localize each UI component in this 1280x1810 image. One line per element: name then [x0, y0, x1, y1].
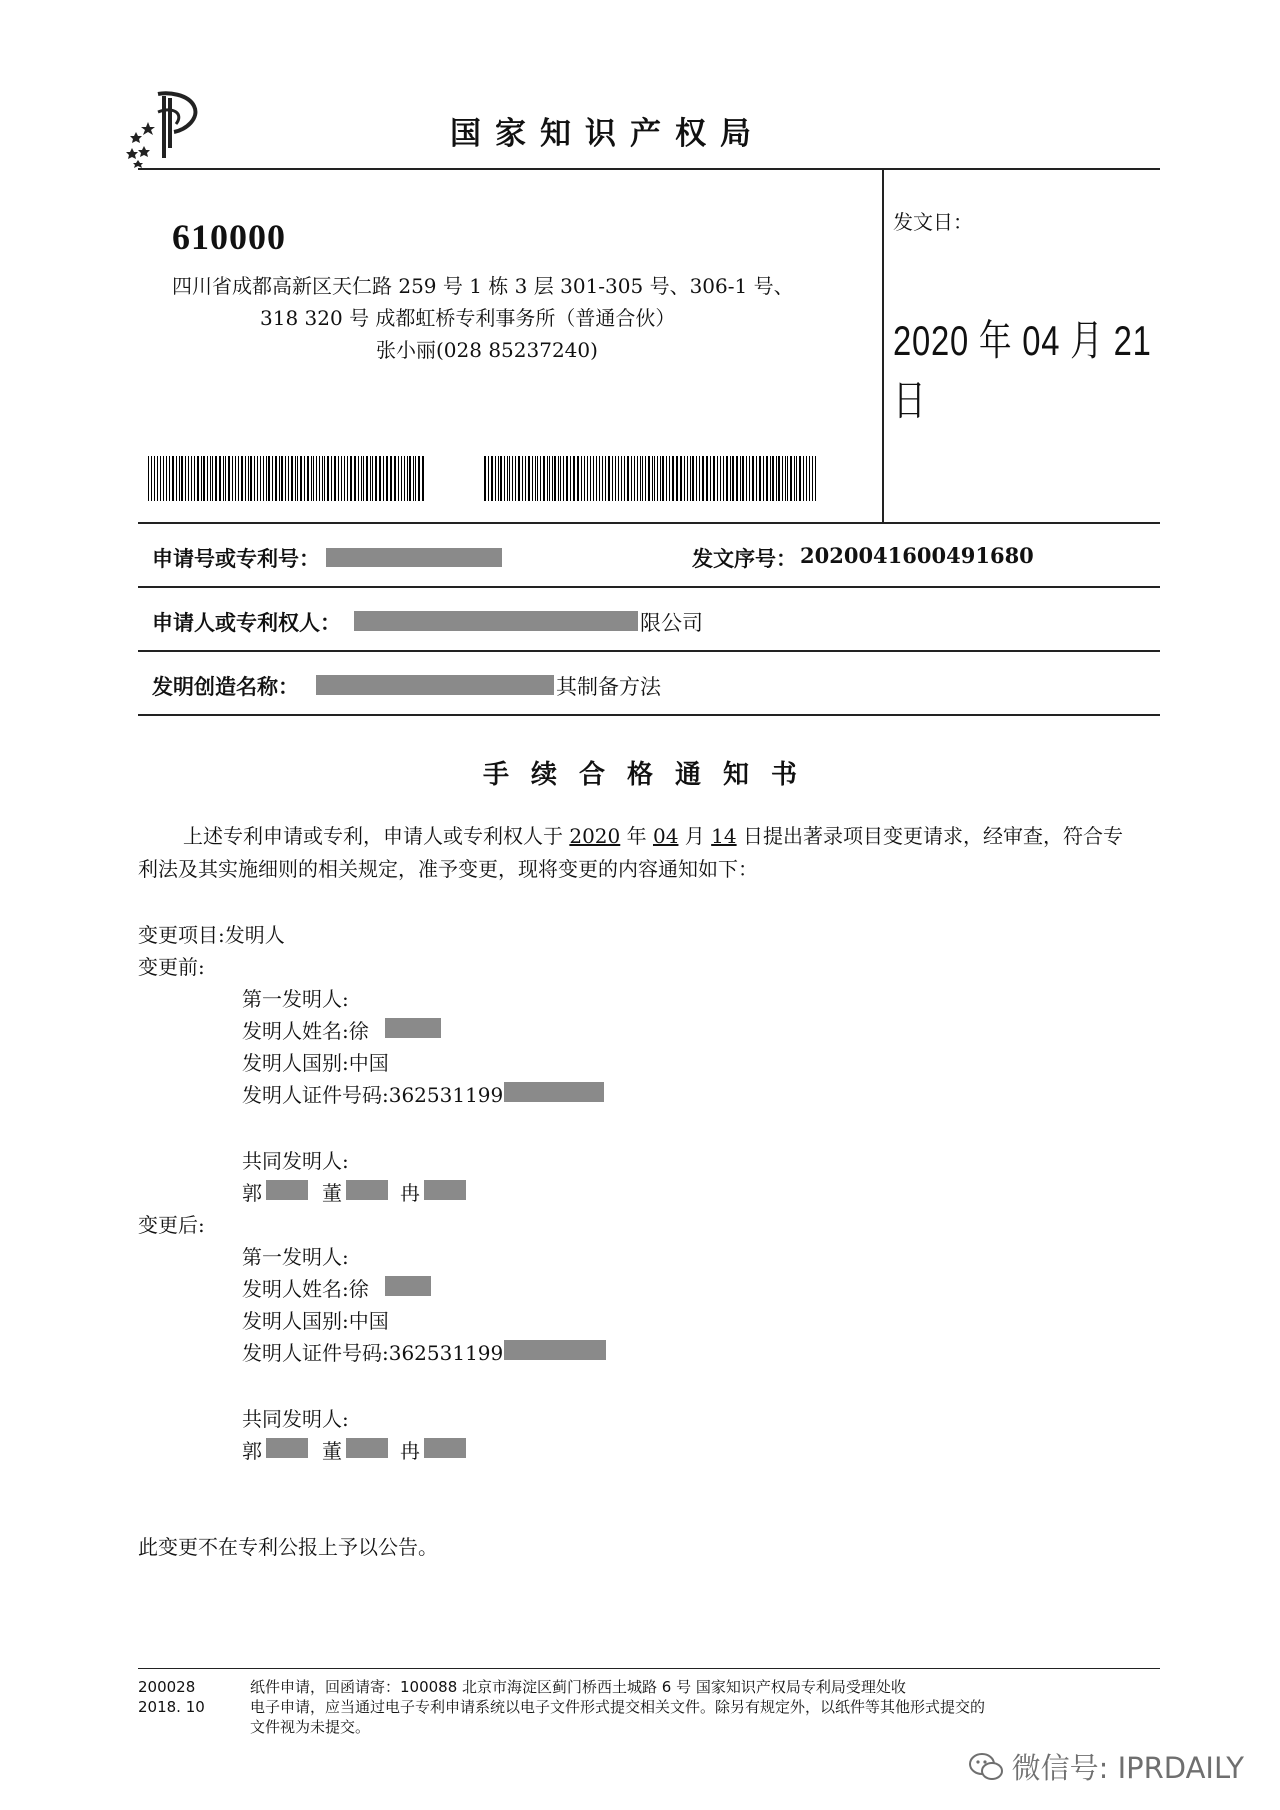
- redaction-block: [424, 1180, 466, 1200]
- divider: [138, 168, 1160, 170]
- redaction-block: [504, 1340, 606, 1360]
- co-inventors-label: 共同发明人:: [242, 1149, 349, 1173]
- divider: [138, 522, 1160, 524]
- postcode: 610000: [172, 217, 286, 257]
- redaction-block: [266, 1180, 308, 1200]
- address-line: 318 320 号 成都虹桥专利事务所（普通合伙）: [260, 306, 676, 330]
- redaction-block: [326, 548, 502, 567]
- send-date-label: 发文日：: [893, 210, 973, 234]
- divider: [138, 714, 1160, 716]
- redaction-block: [316, 675, 554, 695]
- inventor-country: 发明人国别:中国: [242, 1309, 389, 1333]
- notice-paragraph: 利法及其实施细则的相关规定，准予变更，现将变更的内容通知如下：: [138, 857, 758, 881]
- serial-number: 2020041600491680: [800, 543, 1034, 568]
- inventor-id: 发明人证件号码:362531199: [242, 1083, 504, 1107]
- first-inventor-label: 第一发明人:: [242, 987, 349, 1011]
- co-inventor: 冉: [400, 1439, 420, 1463]
- footer-note: 文件视为未提交。: [250, 1718, 371, 1736]
- watermark-text: 微信号: IPRDAILY: [1011, 1751, 1244, 1785]
- footer-note: 纸件申请，回函请寄：100088 北京市海淀区蓟门桥西土城路 6 号 国家知识产权局专利局受理处收: [250, 1678, 906, 1696]
- redaction-block: [385, 1276, 431, 1296]
- barcode-right: [484, 456, 818, 501]
- redaction-block: [354, 611, 638, 631]
- invention-title-suffix: 其制备方法: [556, 675, 661, 699]
- applicant-suffix: 限公司: [640, 611, 703, 635]
- form-version: 2018. 10: [138, 1698, 205, 1716]
- divider: [138, 586, 1160, 588]
- divider: [882, 168, 884, 522]
- inventor-country: 发明人国别:中国: [242, 1051, 389, 1075]
- redaction-block: [504, 1082, 604, 1102]
- co-inventors-label: 共同发明人:: [242, 1407, 349, 1431]
- form-code: 200028: [138, 1678, 196, 1696]
- redaction-block: [346, 1180, 388, 1200]
- first-inventor-label: 第一发明人:: [242, 1245, 349, 1269]
- inventor-name: 发明人姓名:徐: [242, 1277, 369, 1301]
- inventor-name: 发明人姓名:徐: [242, 1019, 369, 1043]
- redaction-block: [385, 1018, 441, 1038]
- redaction-block: [424, 1438, 466, 1458]
- wechat-watermark: [968, 1746, 1244, 1787]
- applicant-label: 申请人或专利权人：: [152, 610, 341, 635]
- notice-paragraph: 上述专利申请或专利，申请人或专利权人于 2020 年 04 月 14 日提出著录项目变更请求，经审查，符合专: [183, 824, 1123, 848]
- inventor-id: 发明人证件号码:362531199: [242, 1341, 504, 1365]
- wechat-icon: [968, 1752, 1004, 1782]
- before-label: 变更前:: [138, 955, 205, 979]
- footer-note: 电子申请，应当通过电子专利申请系统以电子文件形式提交相关文件。除另有规定外，以纸件等其他形式提交的: [250, 1698, 986, 1716]
- send-date: 2020 年 04 月 21 日: [893, 317, 1152, 424]
- divider: [138, 650, 1160, 652]
- co-inventor: 郭: [242, 1439, 262, 1463]
- co-inventor: 郭: [242, 1181, 262, 1205]
- co-inventor: 董: [322, 1439, 342, 1463]
- redaction-block: [266, 1438, 308, 1458]
- agency-name: 国家知识产权局: [450, 116, 765, 152]
- notice-title: 手续合格通知书: [482, 760, 819, 790]
- application-number-label: 申请号或专利号：: [152, 546, 320, 571]
- redaction-block: [346, 1438, 388, 1458]
- co-inventor: 董: [322, 1181, 342, 1205]
- address-line: 四川省成都高新区天仁路 259 号 1 栋 3 层 301-305 号、306-1 号、: [172, 274, 794, 298]
- address-line: 张小丽(028 85237240): [376, 338, 598, 362]
- invention-title-label: 发明创造名称：: [152, 674, 299, 699]
- footer-divider: [138, 1668, 1160, 1669]
- cnipa-logo-icon: [118, 88, 214, 168]
- after-label: 变更后:: [138, 1213, 205, 1237]
- closing-statement: 此变更不在专利公报上予以公告。: [138, 1535, 438, 1559]
- serial-label: 发文序号：: [692, 546, 797, 571]
- barcode-left: [148, 456, 426, 501]
- change-item: 变更项目:发明人: [138, 923, 285, 947]
- co-inventor: 冉: [400, 1181, 420, 1205]
